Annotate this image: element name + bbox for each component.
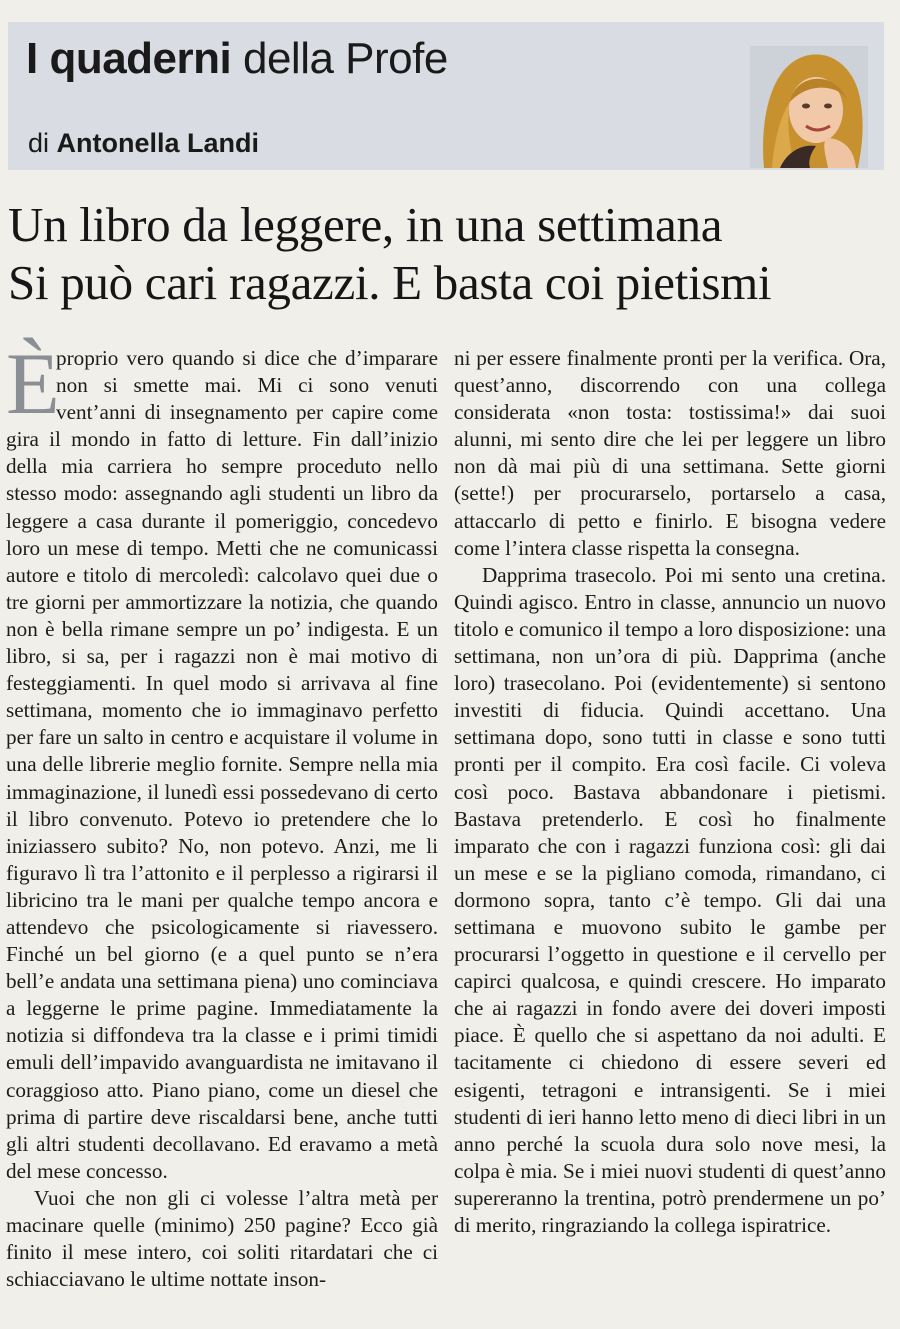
paragraph-text: proprio vero quando si dice che d’imparare non si smette mai. Mi ci sono venuti vent’anni di insegnamento per capire come gira il mondo in fatto di letture. Fin dall’inizio della mia carriera ho sempre proceduto nello stesso modo: assegnando agli studenti un libro da leggere a casa durante il pomeriggio, concedevo loro un mese di tempo. Metti che ne comunicassi autore e titolo di mercoledì: calcolavo quei due o tre giorni per ammortizzare la notizia, che quando non è bella rimane sempre un po’ indigesta. E un libro, si sa, per i ragazzi non è mai motivo di festeggiamenti. In quel modo si arrivava al fine settimana, momento che io immaginavo perfetto per fare un salto in centro e acquistare il volume in una delle librerie meglio fornite. Sempre nella mia immaginazione, il lunedì essi possedevano di certo il libro convenuto. Potevo io pretendere che lo iniziassero subito? No, non potevo. Anzi, me li figuravo lì tra l’attonito e il perplesso a rigirarsi il libricino tra le mani per qualche tempo ancora e attendevo che psicologicamente si riavessero. Finché un bel giorno (e a quel punto se n’era bell’e andata una settimana piena) uno cominciava a leggerne le prime pagine. Immediatamente la notizia si diffondeva tra la classe e i primi timidi emuli dell’impavido avanguardista ne imitavano il coraggioso atto. Piano piano, come un diesel che prima di partire deve riscaldarsi bene, anche tutti gli altri studenti decollavano. Ed eravamo a metà del mese concesso. xyxy=(6,346,438,1183)
author-name: Antonella Landi xyxy=(56,128,260,158)
article-column-2 xyxy=(454,345,886,1239)
byline-prefix: di xyxy=(28,128,50,158)
column-header xyxy=(8,22,884,170)
article-column-1 xyxy=(6,336,438,1293)
byline xyxy=(28,128,259,159)
paragraph: Vuoi che non gli ci volesse l’altra metà per macinare quelle (minimo) 250 pagine? Ecco già finito il mese intero, coi soliti ritardatari che ci schiacciavano le ultime nottate inson- xyxy=(6,1185,438,1292)
paragraph: ni per essere finalmente pronti per la verifica. Ora, quest’anno, discorrendo con una collega considerata «non tosta: tostissima!» dai suoi alunni, mi sento dire che lei per leggere un libro non dà mai più di una settimana. Sette giorni (sette!) per procurarselo, portarselo a casa, attaccarlo di petto e finirlo. E bisogna vedere come l’intera classe rispetta la consegna. xyxy=(454,346,886,560)
rubric-title-bold: I quaderni xyxy=(26,34,232,83)
article-headline xyxy=(8,196,892,312)
rubric-title-light: della Profe xyxy=(242,34,448,83)
headline-line-2: Si può cari ragazzi. E basta coi pietismi xyxy=(8,255,772,310)
paragraph xyxy=(6,336,438,1185)
headline-line-1: Un libro da leggere, in una settimana xyxy=(8,197,723,252)
paragraph: Dapprima trasecolo. Poi mi sento una cretina. Quindi agisco. Entro in classe, annuncio un nuovo titolo e comunico il tempo a loro disposizione: una settimana, non un’ora di più. Dapprima (anche loro) trasecolano. Poi (evidentemente) si sentono investiti di fiducia. Quindi accettano. Una settimana dopo, sono tutti in classe e sono tutti pronti per il compito. Era così facile. Ci voleva così poco. Bastava abbandonare i pietismi. Bastava pretenderlo. E così ho finalmente imparato che con i ragazzi funziona così: gli dai un mese e se la pigliano comoda, rimandano, ci dormono sopra, tanto c’è tempo. Gli dai una settimana e muovono subito le gambe per procurarsi l’oggetto in questione e il cervello per capirci qualcosa, e quindi crescere. Ho imparato che ai ragazzi in fondo avere dei doveri imposti piace. È quello che si aspettano da noi adulti. E tacitamente ci chiedono di essere severi ed esigenti, tetragoni e intransigenti. Se i miei studenti di ieri hanno letto meno di dieci libri in un anno perché la scuola dura solo nove mesi, la colpa è mia. Se i miei nuovi studenti di quest’anno supereranno la trentina, potrò prendermene un po’ di merito, ringraziando la collega ispiratrice. xyxy=(454,562,886,1237)
author-photo xyxy=(750,46,868,168)
drop-cap: È xyxy=(6,336,60,433)
rubric-title xyxy=(26,34,448,84)
